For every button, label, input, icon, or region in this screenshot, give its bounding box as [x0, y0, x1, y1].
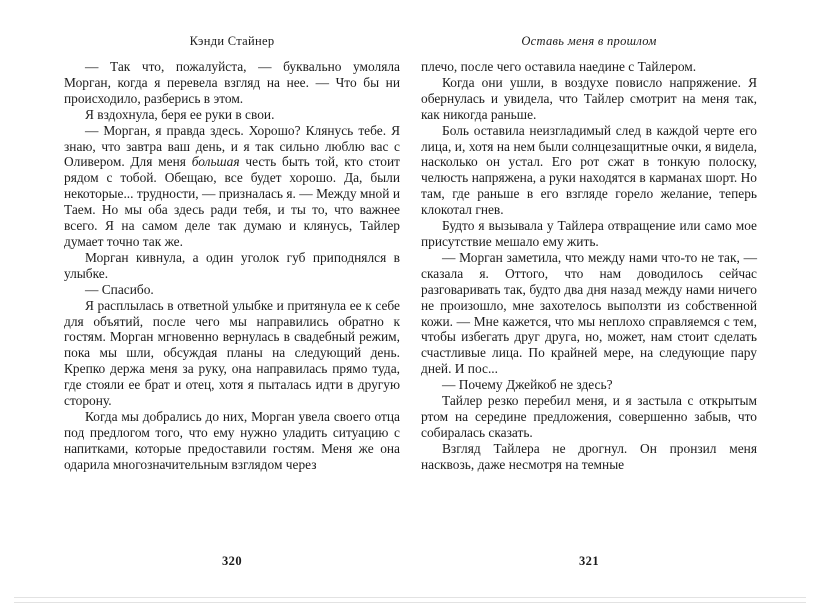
left-page: [64, 0, 400, 615]
paragraph: — Спасибо.: [85, 281, 154, 297]
paragraph: — Морган, я правда здесь. Хорошо? Клянусь тебе. Я знаю, что завтра ваш день, и я так сильно люблю вас с Оливером. Для меня большая честь быть той, кто стоит рядом с тобой. Обещаю, все будет хорошо. Да, были некоторые... трудности, — призналась я. — Между мной и Таем. Но мы оба здесь ради тебя, и ты то, что важнее всего. Я на самом деле так думаю и клянусь, Тайлер думает точно так же.: [64, 122, 400, 249]
paragraph: Когда мы добрались до них, Морган увела своего отца под предлогом того, что ему нужно уладить ситуацию с напитками, которые предоставили гостям. Меня же она одарила многозначительным взглядом через: [64, 408, 400, 472]
paragraph: — Почему Джейкоб не здесь?: [442, 377, 613, 393]
paragraph: Морган кивнула, а один уголок губ приподнялся в улыбке.: [64, 249, 400, 281]
paragraph: Я вздохнула, беря ее руки в свои.: [85, 106, 275, 122]
right-page-number: 321: [579, 554, 599, 568]
left-page-body-text: [64, 59, 400, 473]
paragraph: Я расплылась в ответной улыбке и притянула ее к себе для объятий, после чего мы направились обратно к гостям. Морган мгновенно вернулась в свадебный режим, пока мы шли, обсуждая планы на следующий день. Крепко держа меня за руку, она направилась прямо туда, где стояли ее брат и отец, хотя я пыталась идти в другую сторону.: [64, 297, 400, 409]
left-page-number: 320: [222, 554, 242, 568]
running-head-author: Кэнди Стайнер: [189, 34, 275, 48]
paragraph: плечо, после чего оставила наедине с Тайлером.: [421, 59, 697, 74]
paragraph: Боль оставила неизгладимый след в каждой черте его лица, и, хотя на нем были солнцезащитные очки, я видела, насколько он устал. Его рот сжат в тонкую полоску, челюсть напряжена, а руки находятся в карманах шорт. Но там, где раньше в его взгляде горело желание, теперь клокотал гнев.: [421, 122, 757, 218]
paragraph: Будто я вызывала у Тайлера отвращение или само мое присутствие мешало ему жить.: [421, 218, 757, 249]
paragraph: Взгляд Тайлера не дрогнул. Он пронзил меня насквозь, даже несмотря на темные: [421, 440, 757, 472]
paragraph: — Морган заметила, что между нами что-то не так, — сказала я. Оттого, что нам доводилось сейчас разговаривать так, будто два дня назад между нами ничего не произошло, мне захотелось выползти из собственной кожи. — Мне кажется, что мы неплохо справляемся с тем, чтобы избегать друг друга, но, может, нам стоит сделать счастливые лица. По крайней мере, на следующие пару дней. И пос...: [421, 249, 757, 377]
page-stack-edge: [14, 597, 806, 598]
paragraph: Тайлер резко перебил меня, и я застыла с открытым ртом на середине предложения, совершенно забыв, что собиралась сказать.: [421, 393, 757, 440]
right-page: [421, 0, 757, 615]
right-page-body-text: [421, 59, 757, 473]
running-head-title: Оставь меня в прошлом: [521, 34, 657, 48]
page-stack-edge: [14, 602, 806, 603]
paragraph: — Так что, пожалуйста, — буквально умоляла Морган, когда я перевела взгляд на нее. — Что бы ни происходило, разберись в этом.: [64, 59, 400, 106]
paragraph: Когда они ушли, в воздухе повисло напряжение. Я обернулась и увидела, что Тайлер смотрит на меня так, как никогда раньше.: [421, 74, 757, 122]
